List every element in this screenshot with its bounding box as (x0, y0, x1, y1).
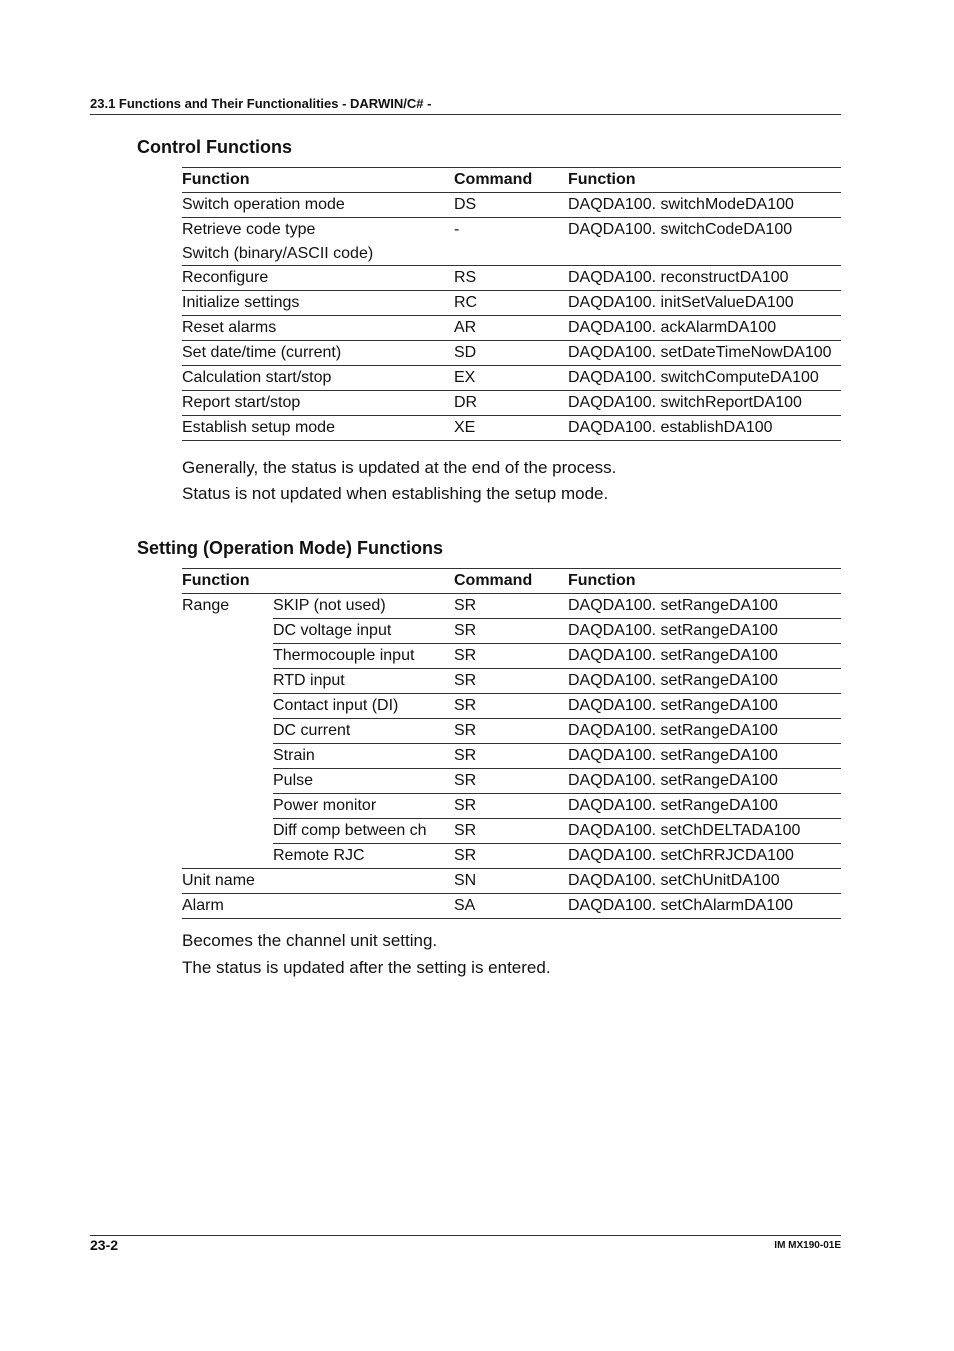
note-line: Status is not updated when establishing the setup mode. (182, 484, 609, 503)
method-cell: DAQDA100. switchCodeDA100 (568, 221, 793, 238)
table-row (182, 894, 841, 919)
method-cell: DAQDA100. setRangeDA100 (568, 622, 778, 639)
range-type-cell: Diff comp between ch (273, 822, 427, 839)
setting-functions-title: Setting (Operation Mode) Functions (137, 538, 443, 558)
header-rule (90, 114, 841, 115)
function-label: Set date/time (current) (182, 344, 342, 361)
table-row (182, 291, 841, 316)
command-cell: SR (454, 672, 477, 689)
range-type-cell: SKIP (not used) (273, 597, 386, 614)
command-cell: SN (454, 872, 477, 889)
note-line: Becomes the channel unit setting. (182, 931, 438, 950)
range-type-cell: Thermocouple input (273, 647, 415, 664)
function-label: Report start/stop (182, 394, 301, 411)
column-header-function: Function (182, 572, 250, 589)
function-cell (182, 218, 454, 266)
command-cell: DR (454, 394, 478, 411)
range-group-cell: Range (182, 594, 273, 869)
method-cell: DAQDA100. setDateTimeNowDA100 (568, 344, 832, 361)
table-row (182, 844, 841, 869)
function-cell (182, 416, 454, 441)
command-cell: SR (454, 847, 477, 864)
method-cell: DAQDA100. switchModeDA100 (568, 196, 794, 213)
command-cell: SA (454, 897, 476, 914)
function-cell (182, 316, 454, 341)
command-cell: SR (454, 722, 477, 739)
function-label: Reconfigure (182, 269, 269, 286)
method-cell: DAQDA100. setRangeDA100 (568, 722, 778, 739)
page-number: 23-2 (90, 1237, 119, 1253)
function-label: Retrieve code type (182, 221, 316, 238)
table-row (182, 619, 841, 644)
table-row (182, 366, 841, 391)
command-cell: SR (454, 647, 477, 664)
table-row (182, 391, 841, 416)
command-cell: SR (454, 822, 477, 839)
command-cell: RC (454, 294, 478, 311)
column-header-command: Command (454, 572, 533, 589)
footer-rule (90, 1235, 841, 1236)
method-cell: DAQDA100. setRangeDA100 (568, 597, 778, 614)
method-cell: DAQDA100. setRangeDA100 (568, 697, 778, 714)
control-functions-title: Control Functions (137, 137, 292, 157)
table-row (182, 719, 841, 744)
document-id: IM MX190-01E (774, 1240, 841, 1251)
table-header-row (182, 168, 841, 193)
command-cell: RS (454, 269, 477, 286)
function-cell: Unit name (182, 872, 255, 889)
command-cell: SR (454, 797, 477, 814)
setting-notes (182, 928, 551, 981)
function-cell (182, 391, 454, 416)
column-header-method: Function (568, 572, 636, 589)
range-type-cell: RTD input (273, 672, 345, 689)
range-type-cell: Power monitor (273, 797, 377, 814)
function-cell: Alarm (182, 897, 224, 914)
table-row (182, 794, 841, 819)
range-type-cell: DC voltage input (273, 622, 392, 639)
column-header-function: Function (182, 171, 250, 188)
table-row (182, 594, 841, 619)
function-label: Calculation start/stop (182, 369, 332, 386)
table-row (182, 819, 841, 844)
command-cell: EX (454, 369, 476, 386)
table-row (182, 341, 841, 366)
method-cell: DAQDA100. setRangeDA100 (568, 647, 778, 664)
table-row (182, 316, 841, 341)
method-cell: DAQDA100. establishDA100 (568, 419, 773, 436)
method-cell: DAQDA100. setRangeDA100 (568, 672, 778, 689)
function-label-secondary: Switch (binary/ASCII code) (182, 245, 374, 262)
function-cell (182, 366, 454, 391)
method-cell: DAQDA100. setChUnitDA100 (568, 872, 780, 889)
command-cell: SR (454, 597, 477, 614)
range-type-cell: Contact input (DI) (273, 697, 399, 714)
control-functions-table (182, 167, 841, 441)
command-cell: DS (454, 196, 477, 213)
column-header-method: Function (568, 171, 636, 188)
table-row (182, 769, 841, 794)
command-cell: SR (454, 697, 477, 714)
function-cell (182, 341, 454, 366)
table-row (182, 744, 841, 769)
range-type-cell: Remote RJC (273, 847, 365, 864)
function-label: Reset alarms (182, 319, 277, 336)
command-cell: SD (454, 344, 477, 361)
command-cell: SR (454, 772, 477, 789)
method-cell: DAQDA100. reconstructDA100 (568, 269, 789, 286)
method-cell: DAQDA100. setChAlarmDA100 (568, 897, 793, 914)
table-row (182, 669, 841, 694)
method-cell: DAQDA100. setRangeDA100 (568, 747, 778, 764)
table-row (182, 218, 841, 266)
command-cell: - (454, 221, 460, 238)
note-line: The status is updated after the setting is entered. (182, 958, 551, 977)
method-cell: DAQDA100. setRangeDA100 (568, 772, 778, 789)
function-cell (182, 193, 454, 218)
method-cell: DAQDA100. setRangeDA100 (568, 797, 778, 814)
command-cell: XE (454, 419, 476, 436)
command-cell: SR (454, 747, 477, 764)
function-label: Switch operation mode (182, 196, 345, 213)
table-row (182, 694, 841, 719)
function-label: Establish setup mode (182, 419, 335, 436)
method-cell: DAQDA100. switchComputeDA100 (568, 369, 819, 386)
range-type-cell: DC current (273, 722, 351, 739)
method-cell: DAQDA100. setChDELTADA100 (568, 822, 801, 839)
setting-functions-table (182, 568, 841, 919)
table-header-row (182, 569, 841, 594)
table-row (182, 644, 841, 669)
table-row (182, 193, 841, 218)
function-cell (182, 291, 454, 316)
command-cell: SR (454, 622, 477, 639)
range-type-cell: Strain (273, 747, 315, 764)
table-row (182, 869, 841, 894)
note-line: Generally, the status is updated at the end of the process. (182, 458, 617, 477)
function-cell (182, 266, 454, 291)
method-cell: DAQDA100. switchReportDA100 (568, 394, 802, 411)
range-type-cell: Pulse (273, 772, 314, 789)
table-row (182, 416, 841, 441)
method-cell: DAQDA100. initSetValueDA100 (568, 294, 794, 311)
function-label: Initialize settings (182, 294, 300, 311)
method-cell: DAQDA100. setChRRJCDA100 (568, 847, 794, 864)
command-cell: AR (454, 319, 477, 336)
running-header: 23.1 Functions and Their Functionalities - DARWIN/C# - (90, 96, 432, 111)
column-header-command: Command (454, 171, 533, 188)
control-notes (182, 455, 616, 507)
table-row (182, 266, 841, 291)
method-cell: DAQDA100. ackAlarmDA100 (568, 319, 777, 336)
